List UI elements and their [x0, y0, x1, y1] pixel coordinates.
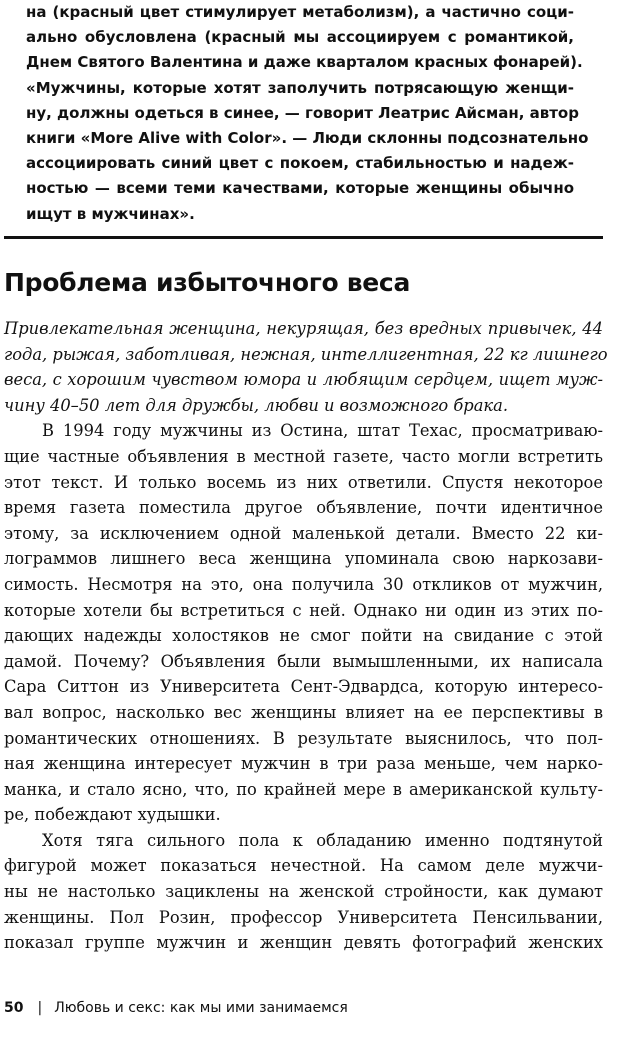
paragraph-line: лограммов лишнего веса женщина упоминала свою наркозави- — [4, 549, 603, 569]
paragraph-line: Хотя тяга сильного пола к обладанию именно подтянутой — [42, 830, 603, 850]
paragraph-line: В 1994 году мужчины из Остина, штат Техас, просматриваю- — [42, 421, 603, 441]
body-text-block — [4, 316, 608, 956]
sidebar-text-block — [26, 0, 589, 227]
paragraph-line: ны не настолько зациклены на женской стройности, как думают — [4, 882, 603, 902]
quote-line: чину 40–50 лет для дружбы, любви и возможного брака. — [4, 395, 509, 415]
sidebar-line: ассоциировать синий цвет с покоем, стабильностью и надеж- — [26, 154, 574, 173]
personal-ad-quote — [4, 316, 608, 418]
paragraph-line: показал группе мужчин и женщин девять фотографий женских — [4, 933, 603, 953]
section-divider — [4, 236, 603, 239]
paragraph-line: Сара Ситтон из Университета Сент-Эдвардса, которую интересо- — [4, 677, 603, 697]
paragraph-line: этот текст. И только восемь из них ответили. Спустя некоторое — [4, 472, 603, 492]
paragraph-line: ре, побеждают худышки. — [4, 805, 221, 825]
running-book-title: Любовь и секс: как мы ими занимаемся — [54, 1000, 348, 1016]
paragraph-1 — [4, 418, 603, 828]
paragraph-line: которые хотели бы встретиться с ней. Однако ни один из этих по- — [4, 600, 603, 620]
page-number: 50 — [4, 1000, 24, 1016]
paragraph-line: щие частные объявления в местной газете, часто могли встретить — [4, 446, 603, 466]
sidebar-line: книги «More Alive with Color». — Люди склонны подсознательно — [26, 129, 589, 148]
paragraph-line: время газета поместила другое объявление, почти идентичное — [4, 498, 603, 518]
sidebar-line: ально обусловлена (красный мы ассоциируем с романтикой, — [26, 28, 574, 47]
paragraph-line: манка, и стало ясно, что, по крайней мере в американской культу- — [4, 779, 603, 799]
paragraph-line: женщины. Пол Розин, профессор Университета Пенсильвании, — [4, 907, 603, 927]
paragraph-line: этому, за исключением одной маленькой детали. Вместо 22 ки- — [4, 523, 603, 543]
sidebar-line: Днем Святого Валентина и даже кварталом красных фонарей). — [26, 53, 583, 72]
section-heading: Проблема избыточного веса — [4, 268, 411, 297]
sidebar-line: ну, должны одеться в синее, — говорит Леатрис Айсман, автор — [26, 103, 579, 122]
paragraph-line: романтических отношениях. В результате выяснилось, что пол- — [4, 728, 603, 748]
sidebar-line: ностью — всеми теми качествами, которые женщины обычно — [26, 179, 574, 198]
paragraph-line: дающих надежды холостяков не смог пойти на свидание с этой — [4, 626, 603, 646]
quote-line: веса, с хорошим чувством юмора и любящим сердцем, ищет муж- — [4, 370, 603, 390]
quote-line: Привлекательная женщина, некурящая, без вредных привычек, 44 — [4, 319, 603, 338]
sidebar-line: «Мужчины, которые хотят заполучить потрясающую женщи- — [26, 78, 574, 97]
paragraph-line: вал вопрос, насколько вес женщины влияет на ее перспективы в — [4, 702, 603, 722]
sidebar-line: ищут в мужчинах». — [26, 204, 195, 223]
page-footer — [4, 998, 348, 1018]
footer-separator: | — [37, 1000, 43, 1016]
paragraph-line: фигурой может показаться нечестной. На самом деле мужчи- — [4, 856, 603, 876]
paragraph-line: ная женщина интересует мужчин в три раза меньше, чем нарко- — [4, 754, 603, 774]
paragraph-2 — [4, 828, 603, 956]
paragraph-line: дамой. Почему? Объявления были вымышленными, их написала — [4, 651, 603, 671]
quote-line: года, рыжая, заботливая, нежная, интеллигентная, 22 кг лишнего — [4, 344, 608, 364]
sidebar-line: на (красный цвет стимулирует метаболизм), а частично соци- — [26, 3, 574, 21]
paragraph-line: симость. Несмотря на это, она получила 30 откликов от мужчин, — [4, 574, 603, 594]
